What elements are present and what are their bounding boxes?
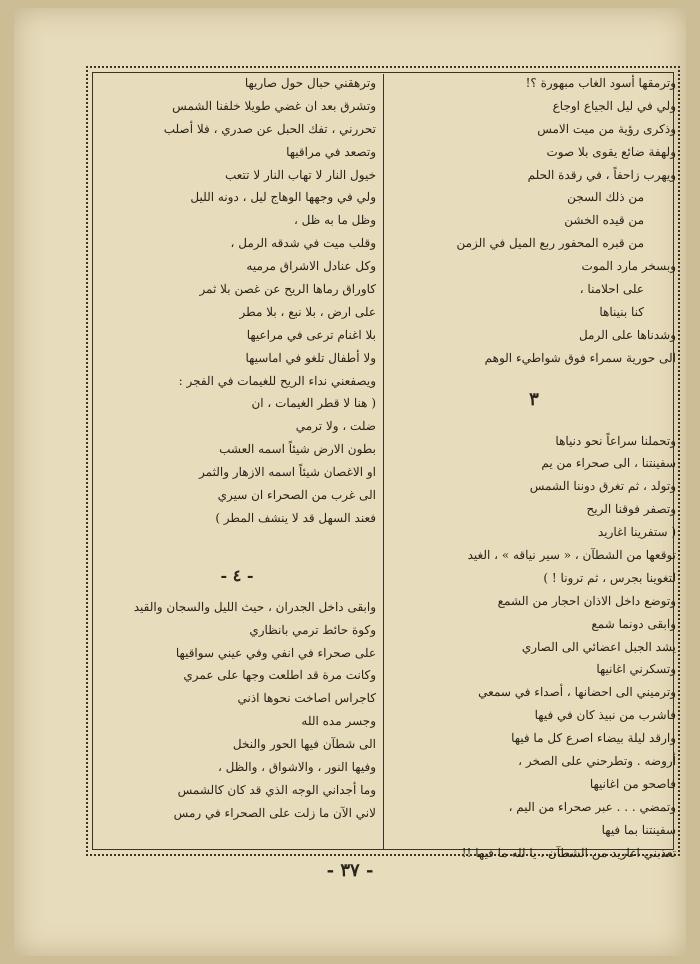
poem-line: توقعها من الشطآن ، « سير نياقه » ، الغيد	[467, 548, 676, 563]
poem-line: وظل ما به ظل ،	[293, 213, 376, 228]
poem-line: وتوضع داخل الاذان احجار من الشمع	[497, 593, 676, 608]
stanza	[392, 255, 676, 278]
poem-line: ولي في ليل الجياع اوجاع	[552, 98, 676, 113]
poem-line: لتغوينا بجرس ، ثم ترونا ! )	[543, 570, 676, 585]
page-number: - ٣٧ -	[326, 860, 374, 881]
spacer	[98, 530, 376, 556]
section-number: - ٤ -	[220, 565, 254, 585]
poem-line: وكانت مرة قد اطلعت وجها على عمري	[183, 668, 376, 683]
poem-line: وفيها النور ، والاشواق ، والظل ،	[217, 760, 376, 775]
poem-line: وكوة حائط ترمي بانظاري	[249, 622, 376, 637]
poem-line: أروضه . وتطرحني على الصخر ،	[518, 754, 676, 769]
poem-line: الى حورية سمراء فوق شواطيء الوهم	[484, 350, 676, 365]
poem-line: وجسر مده الله	[301, 714, 376, 729]
left-column	[98, 72, 376, 825]
poem-line: من قبره المحفور ربع الميل في الزمن	[456, 236, 644, 251]
poem-line: كنا بنيناها	[599, 304, 644, 319]
poem-line: كاجراس اصاخت نحوها اذني	[237, 691, 376, 706]
poem-line: ويصفعني نداء الريح للغيمات في الفجر :	[178, 373, 376, 388]
poem-line: فاصحو من اغانيها	[589, 776, 676, 791]
stanza	[392, 324, 676, 370]
poem-line: ( هنا لا قطر الغيمات ، ان	[251, 396, 376, 411]
poem-line: وقلب ميت في شدقه الرمل ،	[230, 236, 376, 251]
poem-line: وابقى داخل الجدران ، حيث الليل والسجان والقيد	[133, 599, 376, 614]
poem-line: ويهرب زاحفاً ، في رقدة الحلم	[527, 167, 676, 182]
poem-line: من ذلك السجن	[567, 190, 644, 205]
poem-line: خيول النار لا تهاب النار لا تتعب	[224, 167, 376, 182]
poem-line: وترميني الى احضانها ، أصداء في سمعي	[478, 685, 676, 700]
poem-line: وشدناها على الرمل	[578, 327, 676, 342]
poem-line: تحررني ، تفك الحبل عن صدري ، فلا أصلب	[163, 121, 376, 136]
poem-line: وارقد ليلة بيضاء اصرع كل ما فيها	[511, 731, 676, 746]
stanza	[98, 72, 376, 530]
section-number: ٣	[529, 388, 539, 410]
poem-line: ولهفة ضائع يقوى بلا صوت	[546, 144, 676, 159]
poem-line: وذكرى رؤية من ميت الامس	[537, 121, 676, 136]
poem-line: سفينتنا بما فيها	[601, 822, 676, 837]
poem-line: تعذبني اغاريد من الشطآن ، يا لله ما فيها !!	[461, 845, 676, 860]
stanza	[392, 430, 676, 865]
poem-line: الى شطآن فيها الحور والنخل	[232, 737, 376, 752]
poem-line: وابقى دونما شمع	[591, 616, 676, 631]
poem-line: ولا أطفال تلغو في اماسيها	[245, 350, 376, 365]
poem-line: ضلت ، ولا ترمي	[295, 419, 376, 434]
poem-line: سفينتنا ، الى صحراء من يم	[541, 456, 676, 471]
stanza	[392, 278, 676, 324]
poem-line: كاوراق رماها الريح عن غصن بلا ثمر	[199, 282, 376, 297]
poem-line: وترمقها أسود الغاب مبهورة ؟!	[525, 76, 676, 90]
poem-line: وكل عنادل الاشراق مرميه	[246, 259, 376, 274]
poem-line: فاشرب من نبيذ كان في فيها	[534, 708, 676, 723]
stanza	[392, 72, 676, 186]
poem-line: وتمضي . . . عبر صحراء من اليم ،	[508, 799, 676, 814]
poem-line: على صحراء في انفي وفي عيني سواقيها	[175, 645, 376, 660]
stanza	[98, 596, 376, 825]
poem-line: ولي في وجهها الوهاج ليل ، دونه الليل	[190, 190, 376, 205]
poem-line: وتسكرني اغانيها	[596, 662, 676, 677]
poem-line: الى غرب من الصحراء ان سيري	[217, 488, 376, 503]
stanza	[392, 186, 676, 255]
poem-line: وتصفر فوقنا الريح	[586, 502, 676, 517]
poem-line: بطون الارض شيئاً اسمه العشب	[219, 442, 376, 457]
poem-line: لاني الآن ما زلت على الصحراء في رمس	[173, 805, 376, 820]
poem-line: وبسخر مارد الموت	[581, 259, 676, 274]
poem-line: وتحملنا سراعاً نحو دنياها	[555, 433, 676, 448]
poem-line: وتصعد في مراقيها	[286, 144, 376, 159]
poem-line: على احلامنا ،	[579, 282, 644, 297]
poem-line: ( ستفرينا اغاريد	[598, 525, 676, 540]
poem-line: وتولد ، ثم تغرق دوننا الشمس	[529, 479, 676, 494]
poem-line: فعند السهل قد لا ينشف المطر )	[215, 510, 376, 525]
right-column	[392, 72, 676, 865]
poem-line: بلا اغنام ترعى في مراعيها	[246, 327, 376, 342]
poem-line: من قيده الخشن	[564, 213, 644, 228]
poem-line: وترهقني حبال حول صاريها	[244, 76, 376, 90]
column-divider	[383, 74, 384, 850]
poem-line: على ارض ، بلا نبع ، بلا مطر	[239, 304, 376, 319]
poem-line: يشد الجبل اعضائي الى الصاري	[521, 639, 676, 654]
poem-line: او الاغصان شيئاً اسمه الازهار والثمر	[199, 465, 376, 480]
poem-line: وتشرق بعد ان غضي طويلا خلفنا الشمس	[172, 98, 376, 113]
poem-line: وما أجداني الوجه الذي قد كان كالشمس	[177, 782, 376, 797]
